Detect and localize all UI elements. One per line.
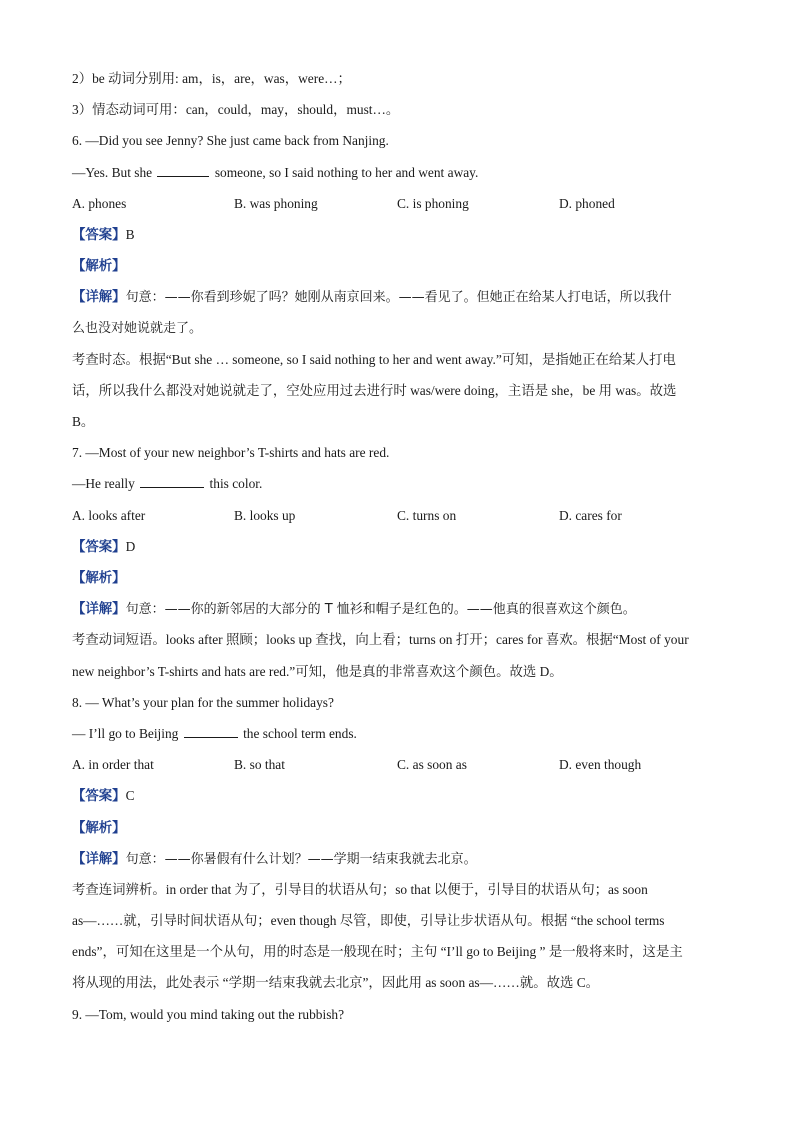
question-8-explanation-2: as—……就，引导时间状语从句；even though 尽管，即使，引导让步状语从句。根据 “the school terms xyxy=(72,913,665,929)
question-8-explanation-4: 将从现的用法，此处表示 “学期一结束我就去北京”，因此用 as soon as—……就。故选 C。 xyxy=(72,975,600,991)
analysis-tag: 【解析】 xyxy=(72,571,126,586)
note-line-be-verbs: 2）be 动词分别用: am，is，are，was，were…； xyxy=(72,71,351,86)
reply-text-after: the school term ends. xyxy=(239,725,357,741)
question-6-reply xyxy=(72,157,722,188)
reply-text-before: —Yes. But she xyxy=(72,164,156,180)
question-6-options xyxy=(72,188,722,219)
question-9-stem: 9. —Tom, would you mind taking out the rubbish? xyxy=(72,1006,345,1022)
question-7-analysis-heading xyxy=(72,562,722,593)
answer-blank xyxy=(157,163,209,177)
question-7-explanation-2: new neighbor’s T-shirts and hats are red.”可知，他是真的非常喜欢这个颜色。故选 D。 xyxy=(72,663,563,679)
reply-text-before: —He really xyxy=(72,476,139,492)
option-d: D. cares for xyxy=(559,507,622,523)
option-a: A. phones xyxy=(72,195,127,211)
option-c: C. as soon as xyxy=(397,757,467,773)
question-8-explanation-1: 考查连词辨析。in order that 为了，引导目的状语从句；so that 以便于，引导目的状语从句；as soon xyxy=(72,881,648,897)
question-7-answer xyxy=(72,531,722,562)
answer-value: B xyxy=(125,226,135,242)
question-7-stem: 7. —Most of your new neighbor’s T-shirts and hats are red. xyxy=(72,445,390,461)
option-d: D. even though xyxy=(559,757,642,773)
analysis-tag: 【解析】 xyxy=(72,820,126,836)
question-6-explanation-3: B。 xyxy=(72,414,95,430)
option-c: C. turns on xyxy=(397,507,457,523)
detail-text: 句意：——你的新邻居的大部分的 T 恤衫和帽子是红色的。——他真的很喜欢这个颜色。 xyxy=(125,602,636,618)
answer-tag: 【答案】 xyxy=(72,539,126,555)
question-6-detail-cont: 么也没对她说就走了。 xyxy=(72,320,203,336)
question-6-explanation-2: 话，所以我什么都没对她说就走了，空处应用过去进行时 was/were doing，主语是 she，be 用 was。故选 xyxy=(72,382,677,398)
answer-tag: 【答案】 xyxy=(72,789,126,805)
reply-text-after: someone, so I said nothing to her and went away. xyxy=(211,164,479,180)
answer-value: D xyxy=(125,538,136,554)
question-7-options xyxy=(72,500,722,531)
reply-text-before: — I’ll go to Beijing xyxy=(72,725,182,741)
question-8-reply xyxy=(72,718,722,749)
note-line-modal-verbs: 3）情态动词可用：can，could，may，should，must…。 xyxy=(72,102,400,118)
question-8-detail xyxy=(72,843,722,874)
document-page xyxy=(72,63,722,1030)
answer-value: C xyxy=(125,788,135,804)
answer-tag: 【答案】 xyxy=(72,227,126,243)
question-8-analysis-heading xyxy=(72,812,722,843)
question-6-answer xyxy=(72,219,722,250)
question-7-explanation-1: 考查动词短语。looks after 照顾；looks up 查找，向上看；turns on 打开；cares for 喜欢。根据“Most of your xyxy=(72,632,689,648)
question-8-options xyxy=(72,749,722,780)
option-c: C. is phoning xyxy=(397,195,469,211)
question-8-stem: 8. — What’s your plan for the summer holidays? xyxy=(72,694,334,710)
answer-blank xyxy=(184,724,238,738)
option-d: D. phoned xyxy=(559,195,615,211)
detail-tag: 【详解】 xyxy=(72,851,126,867)
detail-text: 句意：——你看到珍妮了吗？她刚从南京回来。——看见了。但她正在给某人打电话，所以我什 xyxy=(125,290,672,306)
detail-tag: 【详解】 xyxy=(72,290,126,306)
question-8-answer xyxy=(72,780,722,811)
detail-tag: 【详解】 xyxy=(72,602,126,618)
question-7-detail xyxy=(72,593,722,624)
option-a: A. looks after xyxy=(72,507,146,523)
option-b: B. was phoning xyxy=(234,195,318,211)
answer-blank xyxy=(140,474,204,488)
question-7-reply xyxy=(72,468,722,499)
option-a: A. in order that xyxy=(72,757,154,773)
detail-text: 句意：——你暑假有什么计划？——学期一结束我就去北京。 xyxy=(125,851,477,867)
question-6-stem: 6. —Did you see Jenny? She just came back from Nanjing. xyxy=(72,133,389,149)
question-6-detail xyxy=(72,281,722,312)
reply-text-after: this color. xyxy=(206,476,263,492)
question-6-explanation-1: 考查时态。根据“But she … someone, so I said nothing to her and went away.”可知，是指她正在给某人打电 xyxy=(72,351,676,367)
analysis-tag: 【解析】 xyxy=(72,259,126,275)
option-b: B. so that xyxy=(234,757,285,773)
option-b: B. looks up xyxy=(234,507,296,523)
question-8-explanation-3: ends”，可知在这里是一个从句，用的时态是一般现在时；主句 “I’ll go to Beijing ” 是一般将来时，这是主 xyxy=(72,944,683,960)
question-6-analysis-heading xyxy=(72,250,722,281)
